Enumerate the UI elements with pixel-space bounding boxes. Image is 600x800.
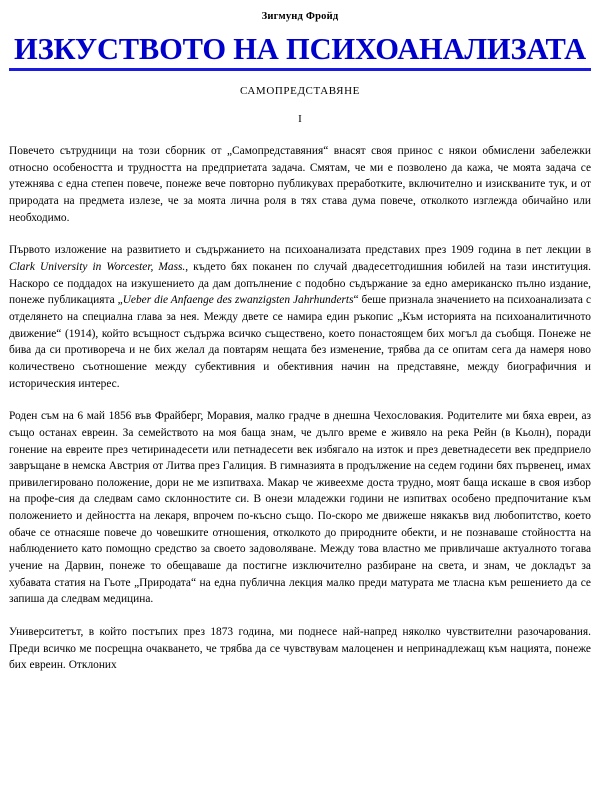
text-run: Роден съм на 6 май 1856 във Фрайберг, Моравия, малко градче в днешна Чехословакия. Родителите ми бяха евреи, аз също останах евреин. За семейството на моя баща знам, че дълго време е живяло на река Рейн (в Кьолн), поради гонение на евреите през четиринадесети или петнадесети век избягало на изток и през деветнадесети век предприело завръщане в немска Австрия от Литва през Галиция. В гимназията в продължение на седем години бях първенец, имах привилегировано положение, дори не ме изпитваха. Макар че живеехме доста трудно, моят баща искаше в своя избор на профе-сия да следвам само склонностите си. В онези младежки години не изпитвах особено предпочитание към положението и дейността на лекаря, впрочем по-късно също. По-скоро ме движеше някакъв вид любопитство, което обаче се отнасяше повече до човешките отношения, отколкото до природните обекти, и не познаваше стойността на наблюдението като помощно средство за своето задоволяване. Между това властно ме привличаше актуалното тогава учение на Дарвин, понеже то обещаваше да постигне изключително разбиране на света, и знам, че докладът за хубавата статия на Гьоте „Природата“ на една публична лекция малко преди матурата ме тласна към решението да се запиша да следвам медицина. [9, 410, 591, 606]
text-run: , където бях поканен по случай двадесетгодишния юбилей на тази институция. Наскоро се поддадох на изкушението да дам допълнение с подобно съдържание за едно американско пълно издание, понеже публикацията „ [9, 260, 591, 307]
author-name: Зигмунд Фройд [261, 11, 339, 22]
text-run: Университетът, в който постъпих през 1873 година, ми поднесе най-напред няколко чувствителни разочарования. Преди всичко ме посрещна очакването, че трябва да се чувствувам малоценен и непринадлежащ към нацията, понеже бих евреин. Отклоних [9, 626, 591, 672]
italic-text-run: Clark University in Worcester, Mass. [9, 260, 186, 273]
italic-text-run: Ueber die Anfaenge des zwanzigsten Jahrhunderts [122, 294, 354, 307]
text-run: Повечето сътрудници на този сборник от „Самопредставяния“ внасят своя принос с някои обмислени забележки относно особеността и трудността на предприетата задача. Смятам, че ми е позволено да кажа, че моята задача се утежнява с една степен повече, понеже вече повторно публикувах преработките, включително и изискваните тук, и от природата на предмета излезе, че за моята лична роля в тях става дума повече, отколкото изглежда обичайно или необходимо. [9, 145, 591, 224]
document-subtitle: САМОПРЕДСТАВЯНЕ [240, 85, 360, 97]
body-paragraph [9, 143, 591, 226]
document-body [9, 143, 591, 674]
body-paragraph [9, 242, 591, 392]
section-number: I [298, 113, 302, 125]
body-paragraph [9, 624, 591, 674]
body-paragraph [9, 408, 591, 608]
text-run: “ беше признала значението на психоанализата с отделянето на специална глава за нея. Между двете се намира един ръкопис „Към историята на психоаналитичното движение“ (1914), който всъщност съдържа всичко съществено, което понастоящем бих могъл да съобщя. Понеже не бива да си противореча и не бих желал да повтарям нещата без изменение, трябва да се опитам сега да намеря ново количествено съотношение между субективния и обективния начин на представяне, между биографичния и историческия интерес. [9, 294, 592, 390]
page-title: ИЗКУСТВОТО НА ПСИХОАНАЛИЗАТА [9, 32, 591, 71]
text-run: Първото изложение на развитието и съдържанието на психоанализата представих през 1909 година в пет лекции в [9, 244, 591, 257]
